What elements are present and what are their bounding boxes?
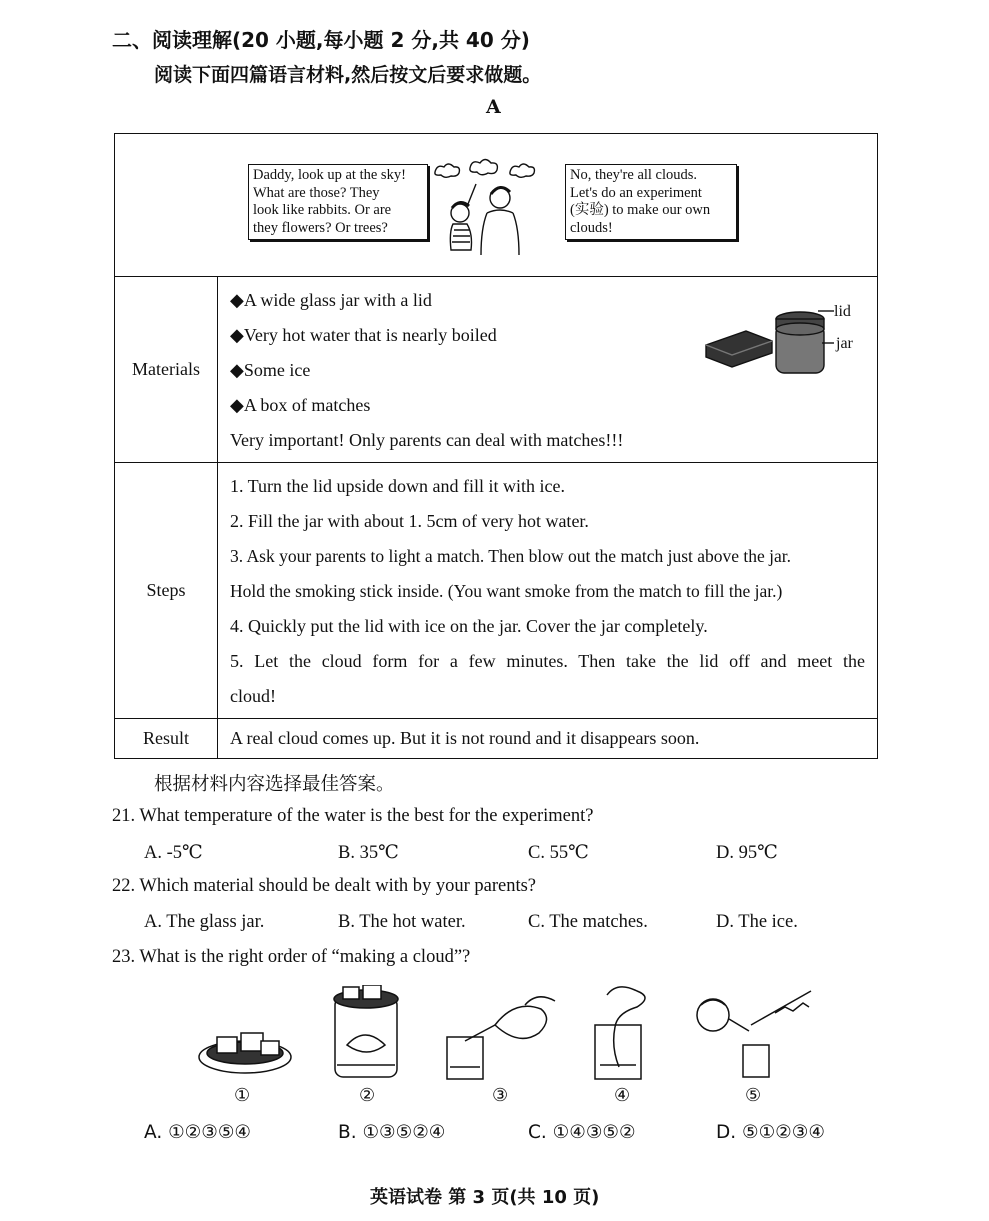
step-line: cloud! xyxy=(230,686,276,706)
jar-with-smoke-icon xyxy=(595,987,645,1079)
material-item: ◆A wide glass jar with a lid xyxy=(230,290,432,310)
jar-and-matches-illustration xyxy=(704,299,854,389)
materials-label: Materials xyxy=(115,277,218,463)
child-bubble-line: look like rabbits. Or are xyxy=(253,202,392,218)
passage-letter: A xyxy=(486,96,501,118)
option-c: C. The matches. xyxy=(528,912,648,932)
jar-with-ice-icon xyxy=(334,985,398,1077)
option-d: D. The ice. xyxy=(716,912,798,932)
option-b: B. ①③⑤②④ xyxy=(338,1122,446,1143)
option-c: C. 55℃ xyxy=(528,843,589,863)
section-title: 二、阅读理解(20 小题,每小题 2 分,共 40 分) xyxy=(112,28,530,52)
option-a: A. ①②③⑤④ xyxy=(144,1122,252,1143)
pouring-water-icon xyxy=(447,997,555,1079)
step-line: 3. Ask your parents to light a match. Then blow out the match just above the jar. xyxy=(230,546,792,566)
option-b: B. The hot water. xyxy=(338,912,466,932)
cloud-icon xyxy=(470,160,498,175)
picture-number: ① xyxy=(234,1085,251,1106)
jar-icon xyxy=(776,312,824,373)
comic-cell xyxy=(115,134,878,277)
picture-number: ③ xyxy=(492,1085,509,1106)
ice-plate-icon xyxy=(199,1033,291,1073)
result-text: A real cloud comes up. But it is not round and it disappears soon. xyxy=(218,719,878,759)
step-line: 1. Turn the lid upside down and fill it with ice. xyxy=(230,476,565,496)
father-bubble-line: No, they're all clouds. xyxy=(570,167,698,183)
picture-number: ② xyxy=(359,1085,376,1106)
steps-row xyxy=(115,463,878,719)
question-23-pictures xyxy=(195,985,825,1085)
question-stem: 23. What is the right order of “making a cloud”? xyxy=(112,947,471,967)
material-item: ◆A box of matches xyxy=(230,395,371,415)
blow-match-icon xyxy=(697,991,811,1077)
materials-warning: Very important! Only parents can deal with matches!!! xyxy=(230,430,624,450)
step-line: Hold the smoking stick inside. (You want smoke from the match to fill the jar.) xyxy=(230,581,783,601)
option-c: C. ①④③⑤② xyxy=(528,1122,636,1143)
comic-illustration xyxy=(430,158,560,258)
materials-row xyxy=(115,277,878,463)
cloud-icon xyxy=(435,164,460,177)
option-d: D. 95℃ xyxy=(716,843,778,863)
comic-row xyxy=(115,134,878,277)
father-bubble-line: clouds! xyxy=(570,219,613,236)
jar-label: jar xyxy=(836,335,853,352)
child-bubble-line: they flowers? Or trees? xyxy=(253,219,388,236)
page-footer: 英语试卷 第 3 页(共 10 页) xyxy=(370,1187,600,1208)
choose-instruction: 根据材料内容选择最佳答案。 xyxy=(154,774,395,795)
material-item: ◆Some ice xyxy=(230,360,311,380)
question-stem: 22. Which material should be dealt with by your parents? xyxy=(112,876,537,896)
steps-label: Steps xyxy=(115,463,218,719)
material-item: ◆Very hot water that is nearly boiled xyxy=(230,325,497,345)
child-bubble-line: What are those? They xyxy=(253,184,380,201)
father-speech-bubble xyxy=(565,164,737,240)
result-label: Result xyxy=(115,719,218,759)
steps-content xyxy=(218,463,878,719)
section-instruction: 阅读下面四篇语言材料,然后按文后要求做题。 xyxy=(154,64,542,86)
picture-number: ⑤ xyxy=(745,1085,762,1106)
child-bubble-line: Daddy, look up at the sky! xyxy=(253,167,406,183)
picture-number: ④ xyxy=(614,1085,631,1106)
option-b: B. 35℃ xyxy=(338,843,399,863)
father-bubble-line: (实验) to make our own xyxy=(570,202,711,218)
question-stem: 21. What temperature of the water is the best for the experiment? xyxy=(112,806,594,826)
step-line: 4. Quickly put the lid with ice on the jar. Cover the jar completely. xyxy=(230,616,708,636)
cloud-icon xyxy=(510,164,535,177)
step-line: 5. Let the cloud form for a few minutes. Then take the lid off and meet the xyxy=(230,651,865,671)
result-row xyxy=(115,719,878,759)
lid-label: lid xyxy=(834,303,851,320)
materials-content xyxy=(218,277,878,463)
father-bubble-line: Let's do an experiment xyxy=(570,184,702,201)
child-speech-bubble xyxy=(248,164,428,240)
passage-table xyxy=(114,133,878,759)
option-d: D. ⑤①②③④ xyxy=(716,1122,825,1143)
option-a: A. The glass jar. xyxy=(144,912,265,932)
option-a: A. -5℃ xyxy=(144,843,203,863)
step-line: 2. Fill the jar with about 1. 5cm of very hot water. xyxy=(230,511,589,531)
